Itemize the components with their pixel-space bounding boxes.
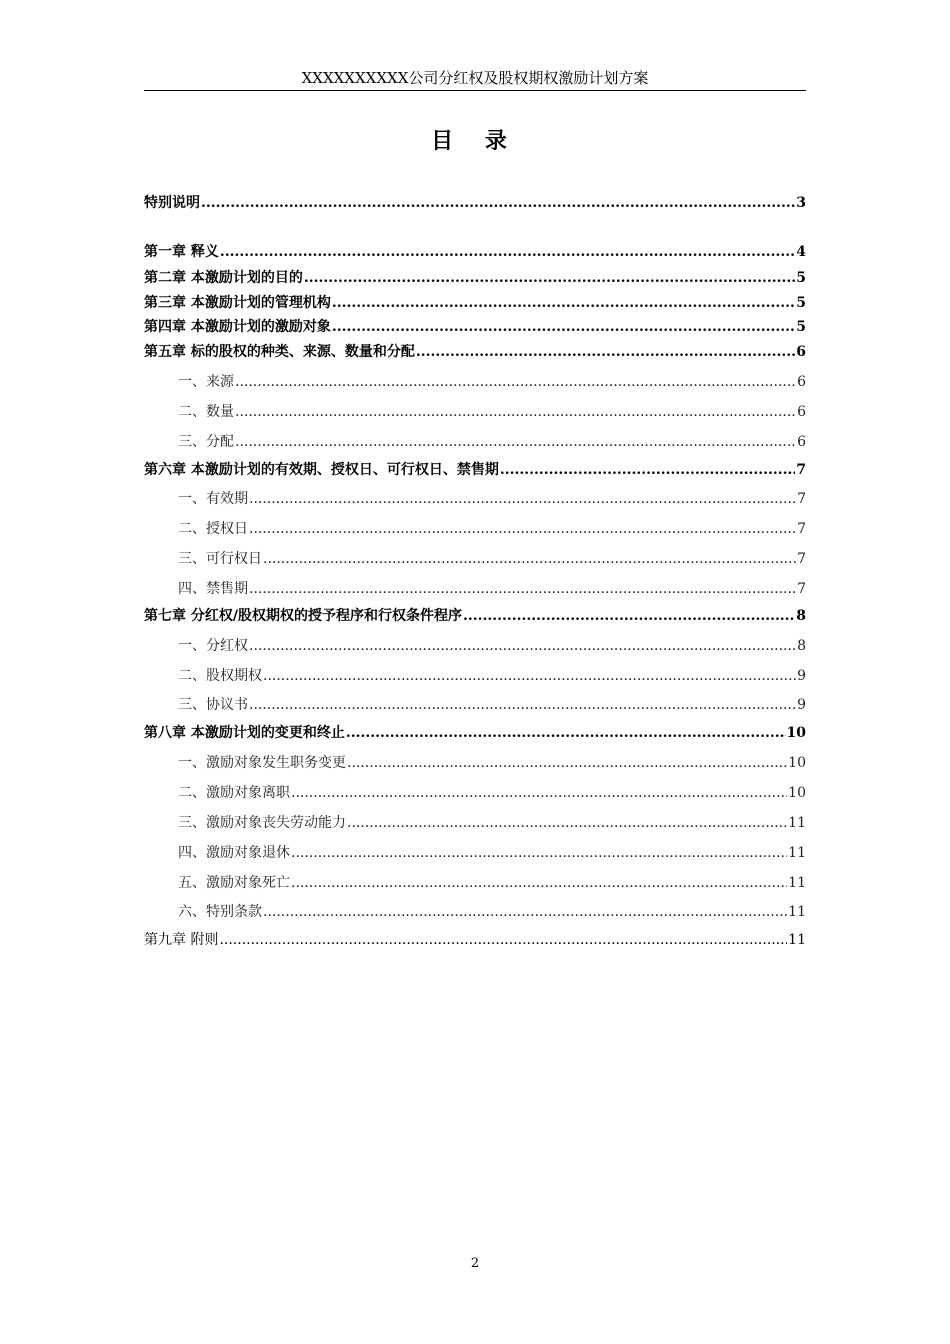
toc-entry-label: 二、授权日 [178, 521, 248, 537]
toc-leader-dots [291, 843, 787, 863]
toc-leader-dots [347, 813, 787, 833]
toc-entry-label: 五、激励对象死亡 [178, 875, 290, 891]
toc-entry-page: 5 [796, 319, 806, 335]
toc-entry[interactable] [178, 695, 806, 715]
toc-entry-page: 6 [796, 344, 806, 360]
toc-leader-dots [219, 930, 787, 950]
toc-leader-dots [249, 519, 796, 539]
toc-entry[interactable] [178, 489, 806, 509]
toc-leader-dots [346, 723, 786, 743]
toc-entry[interactable] [144, 293, 806, 313]
toc-leader-dots [235, 372, 796, 392]
toc-entry-label: 一、有效期 [178, 491, 248, 507]
toc-entry[interactable] [144, 723, 806, 743]
toc-entry-label: 二、数量 [178, 404, 234, 420]
header-divider [144, 90, 806, 91]
toc-leader-dots [201, 193, 795, 213]
toc-entry-page: 5 [796, 295, 806, 311]
toc-leader-dots [291, 873, 787, 893]
toc-leader-dots [249, 579, 796, 599]
page-number: 2 [470, 1256, 480, 1271]
toc-leader-dots [263, 666, 796, 686]
toc-leader-dots [332, 293, 795, 313]
toc-entry-label: 一、激励对象发生职务变更 [178, 755, 346, 771]
toc-entry-label: 一、来源 [178, 374, 234, 390]
toc-entry[interactable] [178, 549, 806, 569]
toc-entry[interactable] [178, 636, 806, 656]
toc-entry[interactable] [178, 372, 806, 392]
toc-entry-page: 7 [797, 491, 806, 507]
toc-entry-page: 9 [797, 697, 806, 713]
toc-entry-page: 7 [797, 581, 806, 597]
toc-entry-label: 第四章 本激励计划的激励对象 [144, 319, 331, 335]
toc-entry-page: 11 [788, 875, 806, 891]
toc-leader-dots [291, 783, 787, 803]
toc-leader-dots [332, 317, 795, 337]
toc-leader-dots [463, 606, 795, 626]
toc-entry[interactable] [178, 813, 806, 833]
toc-entry[interactable] [178, 519, 806, 539]
toc-entry-label: 二、股权期权 [178, 668, 262, 684]
toc-entry-label: 第六章 本激励计划的有效期、授权日、可行权日、禁售期 [144, 462, 499, 478]
toc-entry-page: 6 [797, 404, 806, 420]
toc-entry-page: 6 [797, 434, 806, 450]
toc-entry[interactable] [178, 783, 806, 803]
toc-entry-label: 一、分红权 [178, 638, 248, 654]
toc-leader-dots [263, 902, 787, 922]
toc-entry[interactable] [144, 268, 806, 288]
toc-leader-dots [249, 636, 796, 656]
toc-title: 目 录 [431, 128, 519, 154]
toc-entry-page: 5 [796, 270, 806, 286]
toc-entry-label: 四、激励对象退休 [178, 845, 290, 861]
toc-leader-dots [500, 460, 795, 480]
toc-entry-label: 三、协议书 [178, 697, 248, 713]
toc-entry-page: 10 [786, 725, 806, 741]
toc-entry[interactable] [178, 753, 806, 773]
toc-entry-page: 3 [796, 195, 806, 211]
toc-entry-label: 第八章 本激励计划的变更和终止 [144, 725, 345, 741]
toc-entry-page: 10 [788, 755, 806, 771]
toc-entry[interactable] [144, 342, 806, 362]
toc-leader-dots [304, 268, 795, 288]
toc-entry-page: 7 [797, 551, 806, 567]
toc-entry-label: 二、激励对象离职 [178, 785, 290, 801]
toc-entry-label: 三、可行权日 [178, 551, 262, 567]
toc-entry[interactable] [144, 606, 806, 626]
toc-entry[interactable] [178, 579, 806, 599]
toc-entry[interactable] [178, 432, 806, 452]
toc-entry-label: 第三章 本激励计划的管理机构 [144, 295, 331, 311]
toc-entry[interactable] [178, 402, 806, 422]
toc-entry-page: 4 [796, 244, 806, 260]
toc-leader-dots [220, 242, 795, 262]
toc-entry-label: 特别说明 [144, 195, 200, 211]
toc-entry-page: 7 [796, 462, 806, 478]
toc-entry-label: 第一章 释义 [144, 244, 219, 260]
toc-entry-page: 6 [797, 374, 806, 390]
toc-leader-dots [416, 342, 795, 362]
toc-entry-page: 8 [796, 608, 806, 624]
toc-entry[interactable] [144, 930, 806, 950]
toc-entry-page: 10 [788, 785, 806, 801]
toc-entry-label: 第五章 标的股权的种类、来源、数量和分配 [144, 344, 415, 360]
toc-entry-label: 三、激励对象丧失劳动能力 [178, 815, 346, 831]
toc-entry-label: 第九章 附则 [144, 932, 219, 948]
toc-entry[interactable] [144, 242, 806, 262]
toc-entry[interactable] [144, 193, 806, 213]
toc-entry[interactable] [178, 843, 806, 863]
toc-entry-label: 第二章 本激励计划的目的 [144, 270, 303, 286]
toc-leader-dots [249, 489, 796, 509]
toc-entry-page: 11 [788, 845, 806, 861]
toc-entry-label: 第七章 分红权/股权期权的授予程序和行权条件程序 [144, 608, 462, 624]
toc-entry[interactable] [144, 317, 806, 337]
toc-entry[interactable] [178, 666, 806, 686]
toc-entry[interactable] [178, 873, 806, 893]
toc-entry-label: 六、特别条款 [178, 904, 262, 920]
toc-leader-dots [235, 402, 796, 422]
toc-entry-page: 7 [797, 521, 806, 537]
toc-entry-label: 三、分配 [178, 434, 234, 450]
toc-entry-page: 8 [797, 638, 806, 654]
toc-entry-page: 9 [797, 668, 806, 684]
toc-entry-page: 11 [788, 932, 806, 948]
toc-entry[interactable] [144, 460, 806, 480]
toc-entry-page: 11 [788, 815, 806, 831]
toc-leader-dots [249, 695, 796, 715]
toc-entry-page: 11 [788, 904, 806, 920]
page-header-title: XXXXXXXXXX公司分红权及股权期权激励计划方案 [301, 69, 649, 87]
toc-leader-dots [263, 549, 796, 569]
toc-entry-label: 四、禁售期 [178, 581, 248, 597]
toc-leader-dots [235, 432, 796, 452]
toc-entry[interactable] [178, 902, 806, 922]
toc-leader-dots [347, 753, 787, 773]
